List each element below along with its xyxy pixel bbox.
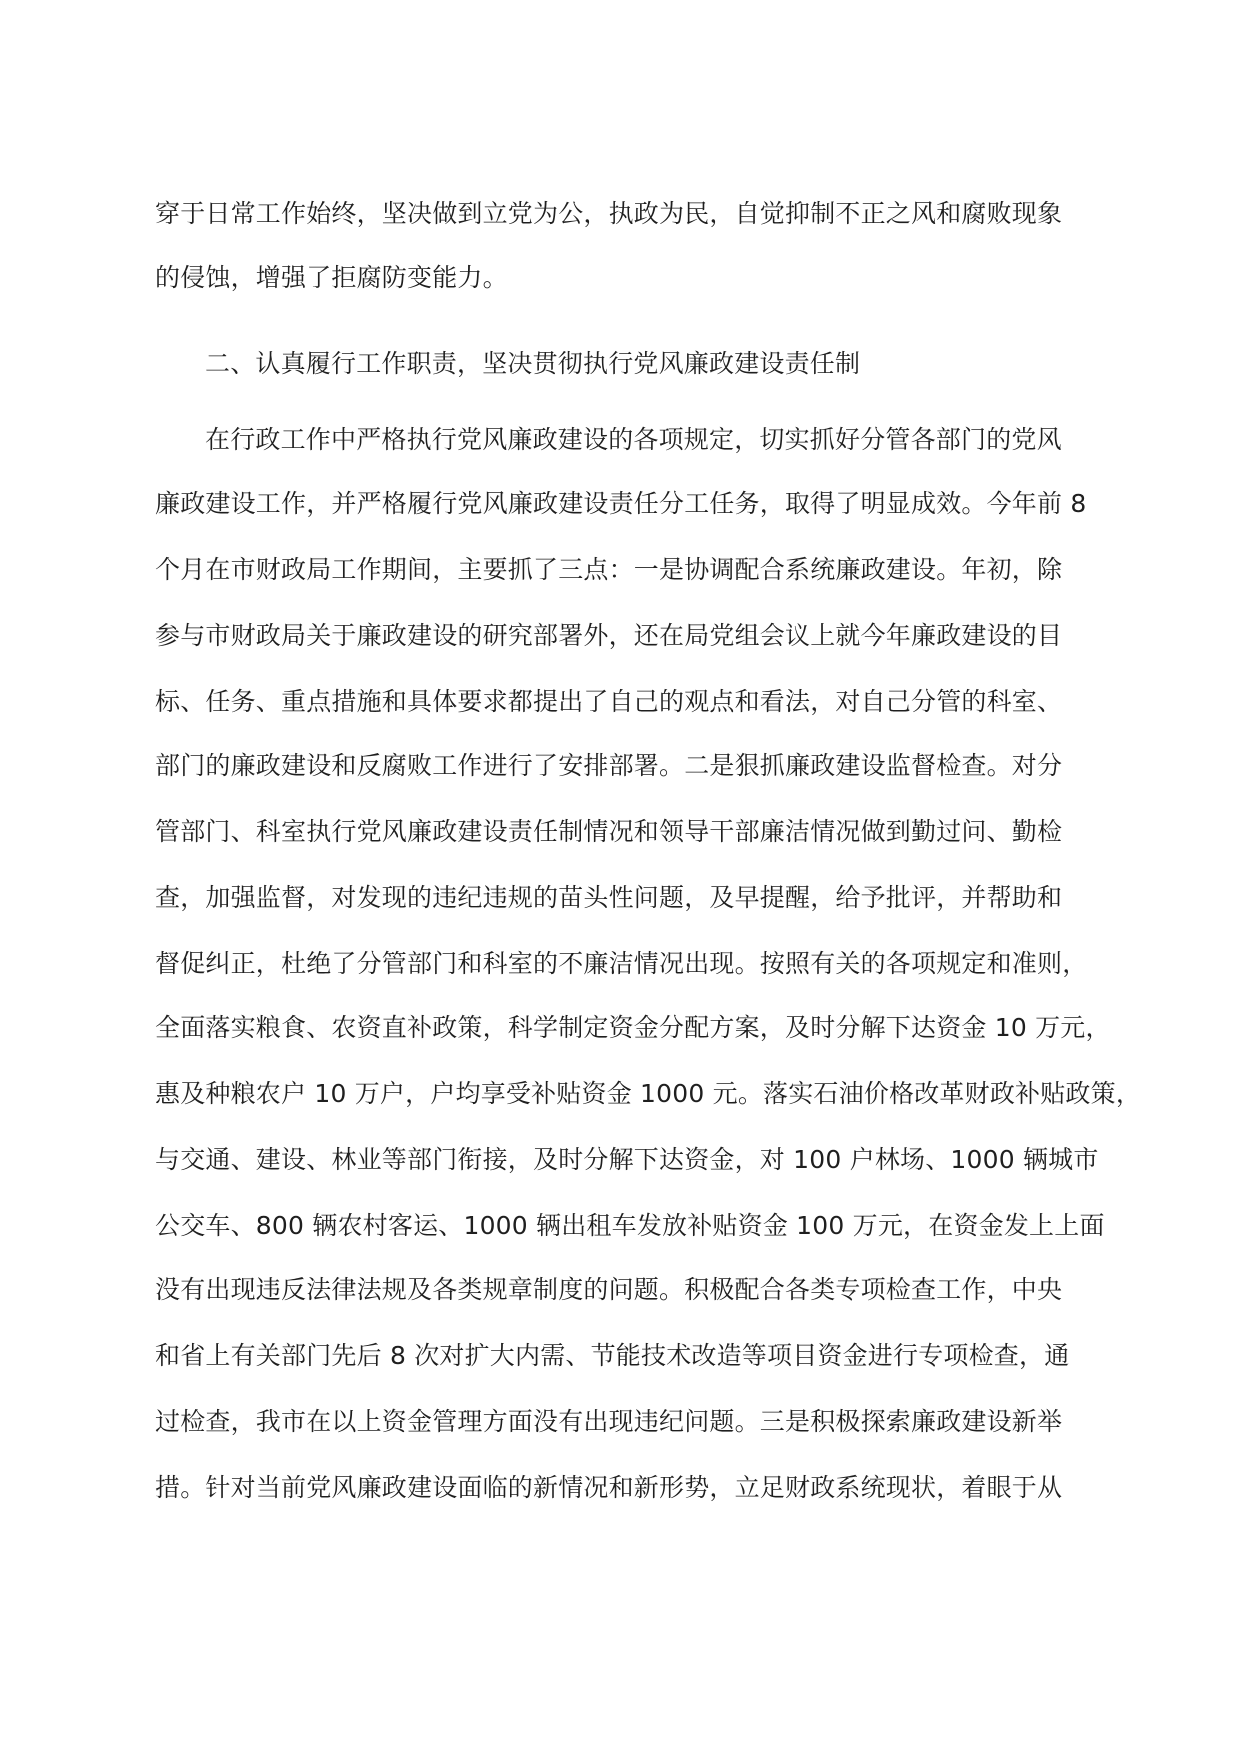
- body-text-line: 个月在市财政局工作期间，主要抓了三点：一是协调配合系统廉政建设。年初，除: [155, 555, 1063, 584]
- body-text-line: 督促纠正，杜绝了分管部门和科室的不廉洁情况出现。按照有关的各项规定和准则，: [155, 949, 1088, 978]
- body-text-line: 标、任务、重点措施和具体要求都提出了自己的观点和看法，对自己分管的科室、: [155, 687, 1063, 716]
- body-text-line: 的侵蚀，增强了拒腐防变能力。: [155, 263, 508, 292]
- body-text-line: 公交车、800 辆农村客运、1000 辆出租车发放补贴资金 100 万元，在资金发上上面: [155, 1211, 1105, 1240]
- body-text-line: 参与市财政局关于廉政建设的研究部署外，还在局党组会议上就今年廉政建设的目: [155, 621, 1063, 650]
- body-text-line: 部门的廉政建设和反腐败工作进行了安排部署。二是狠抓廉政建设监督检查。对分: [155, 751, 1063, 780]
- paragraph-first-line: 在行政工作中严格执行党风廉政建设的各项规定，切实抓好分管各部门的党风: [205, 425, 1062, 454]
- body-text-line: 惠及种粮农户 10 万户，户均享受补贴资金 1000 元。落实石油价格改革财政补贴政策，: [155, 1079, 1142, 1108]
- body-text-line: 全面落实粮食、农资直补政策，科学制定资金分配方案，及时分解下达资金 10 万元，: [155, 1013, 1111, 1042]
- body-text-line: 廉政建设工作，并严格履行党风廉政建设责任分工任务，取得了明显成效。今年前 8: [155, 489, 1087, 518]
- body-text-line: 没有出现违反法律法规及各类规章制度的问题。积极配合各类专项检查工作，中央: [155, 1275, 1063, 1304]
- body-text-line: 过检查，我市在以上资金管理方面没有出现违纪问题。三是积极探索廉政建设新举: [155, 1407, 1063, 1436]
- body-text-line: 和省上有关部门先后 8 次对扩大内需、节能技术改造等项目资金进行专项检查，通: [155, 1341, 1070, 1370]
- body-text-line: 措。针对当前党风廉政建设面临的新情况和新形势，立足财政系统现状，着眼于从: [155, 1473, 1063, 1502]
- body-text-line: 查，加强监督，对发现的违纪违规的苗头性问题，及早提醒，给予批评，并帮助和: [155, 883, 1063, 912]
- body-text-line: 管部门、科室执行党风廉政建设责任制情况和领导干部廉洁情况做到勤过问、勤检: [155, 817, 1063, 846]
- section-heading: 二、认真履行工作职责，坚决贯彻执行党风廉政建设责任制: [205, 349, 861, 378]
- body-text-line: 与交通、建设、林业等部门衔接，及时分解下达资金，对 100 户林场、1000 辆城市: [155, 1145, 1099, 1174]
- body-text-line: 穿于日常工作始终，坚决做到立党为公，执政为民，自觉抑制不正之风和腐败现象: [155, 199, 1063, 228]
